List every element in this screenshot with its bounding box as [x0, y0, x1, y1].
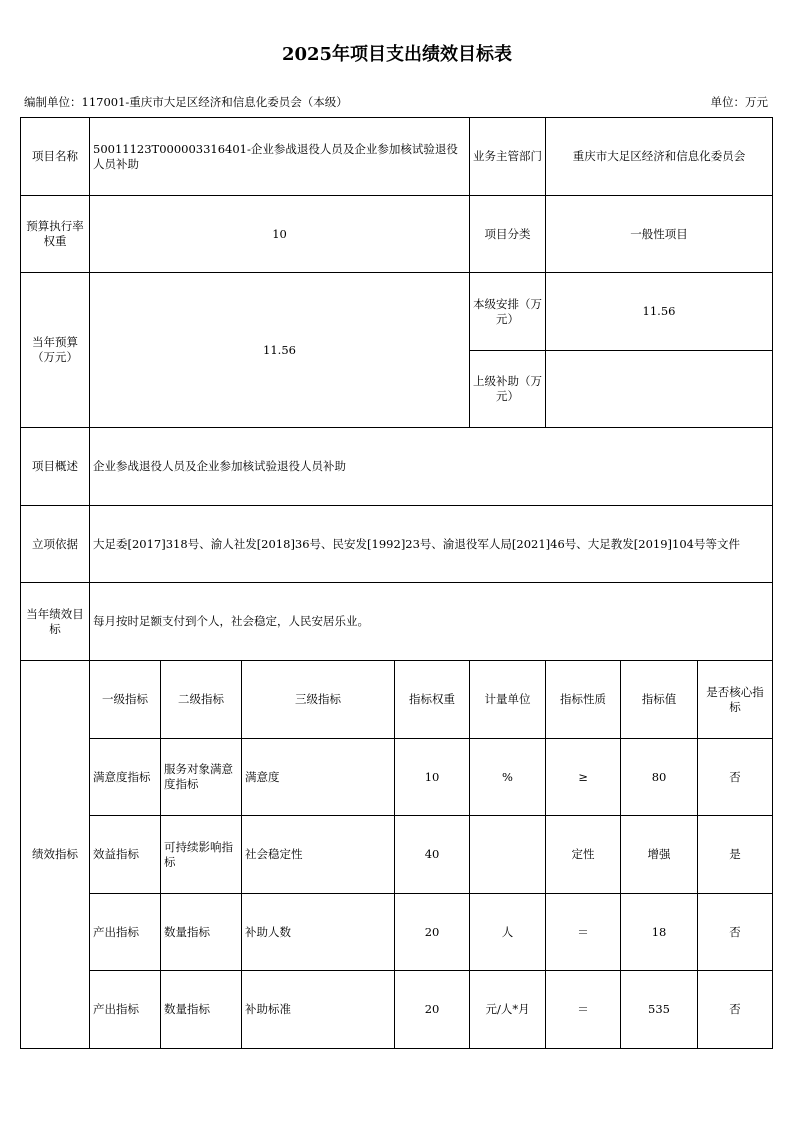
header-weight: 指标权重 — [395, 661, 470, 739]
table-row — [21, 816, 773, 894]
project-name-label: 项目名称 — [21, 118, 90, 196]
currency-label: 单位：万元 — [710, 95, 768, 109]
goal-label: 当年绩效目标 — [21, 583, 90, 661]
header-level3: 三级指标 — [242, 661, 395, 739]
performance-table — [20, 117, 773, 1049]
basis-label: 立项依据 — [21, 506, 90, 583]
overview-value: 企业参战退役人员及企业参加核试验退役人员补助 — [90, 428, 773, 506]
category-label: 项目分类 — [470, 196, 546, 273]
core-cell: 否 — [698, 894, 773, 971]
table-row — [21, 894, 773, 971]
superior-value — [546, 351, 773, 428]
level3-cell: 补助人数 — [242, 894, 395, 971]
level1-cell: 满意度指标 — [90, 739, 161, 816]
category-value: 一般性项目 — [546, 196, 773, 273]
header-core: 是否核心指标 — [698, 661, 773, 739]
local-label: 本级安排（万元） — [470, 273, 546, 351]
header-nature: 指标性质 — [546, 661, 621, 739]
unit-cell: 元/人*月 — [470, 971, 546, 1049]
overview-label: 项目概述 — [21, 428, 90, 506]
level3-cell: 满意度 — [242, 739, 395, 816]
goal-value: 每月按时足额支付到个人，社会稳定，人民安居乐业。 — [90, 583, 773, 661]
header-level1: 一级指标 — [90, 661, 161, 739]
level1-cell: 效益指标 — [90, 816, 161, 894]
level1-cell: 产出指标 — [90, 894, 161, 971]
core-cell: 否 — [698, 739, 773, 816]
unit-label: 编制单位： — [24, 95, 82, 109]
value-cell: 增强 — [621, 816, 698, 894]
level2-cell: 数量指标 — [161, 971, 242, 1049]
project-name-value: 50011123T000003316401-企业参战退役人员及企业参加核试验退役人员补助 — [90, 118, 470, 196]
header-value: 指标值 — [621, 661, 698, 739]
weight-label: 预算执行率权重 — [21, 196, 90, 273]
nature-cell: ≥ — [546, 739, 621, 816]
nature-cell: ＝ — [546, 894, 621, 971]
weight-cell: 10 — [395, 739, 470, 816]
weight-cell: 20 — [395, 894, 470, 971]
budget-label: 当年预算（万元） — [21, 273, 90, 428]
value-cell: 18 — [621, 894, 698, 971]
table-row — [21, 739, 773, 816]
weight-cell: 40 — [395, 816, 470, 894]
header-level2: 二级指标 — [161, 661, 242, 739]
unit-cell — [470, 816, 546, 894]
weight-cell: 20 — [395, 971, 470, 1049]
core-cell: 否 — [698, 971, 773, 1049]
dept-label: 业务主管部门 — [470, 118, 546, 196]
level1-cell: 产出指标 — [90, 971, 161, 1049]
indicators-label: 绩效指标 — [21, 661, 90, 1049]
level2-cell: 数量指标 — [161, 894, 242, 971]
level3-cell: 补助标准 — [242, 971, 395, 1049]
nature-cell: 定性 — [546, 816, 621, 894]
page-title: 2025年项目支出绩效目标表 — [281, 44, 513, 65]
nature-cell: ＝ — [546, 971, 621, 1049]
core-cell: 是 — [698, 816, 773, 894]
level3-cell: 社会稳定性 — [242, 816, 395, 894]
unit-cell: 人 — [470, 894, 546, 971]
budget-value: 11.56 — [90, 273, 470, 428]
header-unit: 计量单位 — [470, 661, 546, 739]
basis-value: 大足委[2017]318号、渝人社发[2018]36号、民安发[1992]23号、渝退役军人局[2021]46号、大足教发[2019]104号等文件 — [90, 506, 773, 583]
unit-value: 117001-重庆市大足区经济和信息化委员会（本级） — [81, 95, 348, 109]
level2-cell: 服务对象满意度指标 — [161, 739, 242, 816]
superior-label: 上级补助（万元） — [470, 351, 546, 428]
dept-value: 重庆市大足区经济和信息化委员会 — [546, 118, 773, 196]
level2-cell: 可持续影响指标 — [161, 816, 242, 894]
local-value: 11.56 — [546, 273, 773, 351]
weight-value: 10 — [90, 196, 470, 273]
table-row — [21, 971, 773, 1049]
value-cell: 535 — [621, 971, 698, 1049]
unit-info — [24, 94, 348, 110]
value-cell: 80 — [621, 739, 698, 816]
unit-cell: % — [470, 739, 546, 816]
